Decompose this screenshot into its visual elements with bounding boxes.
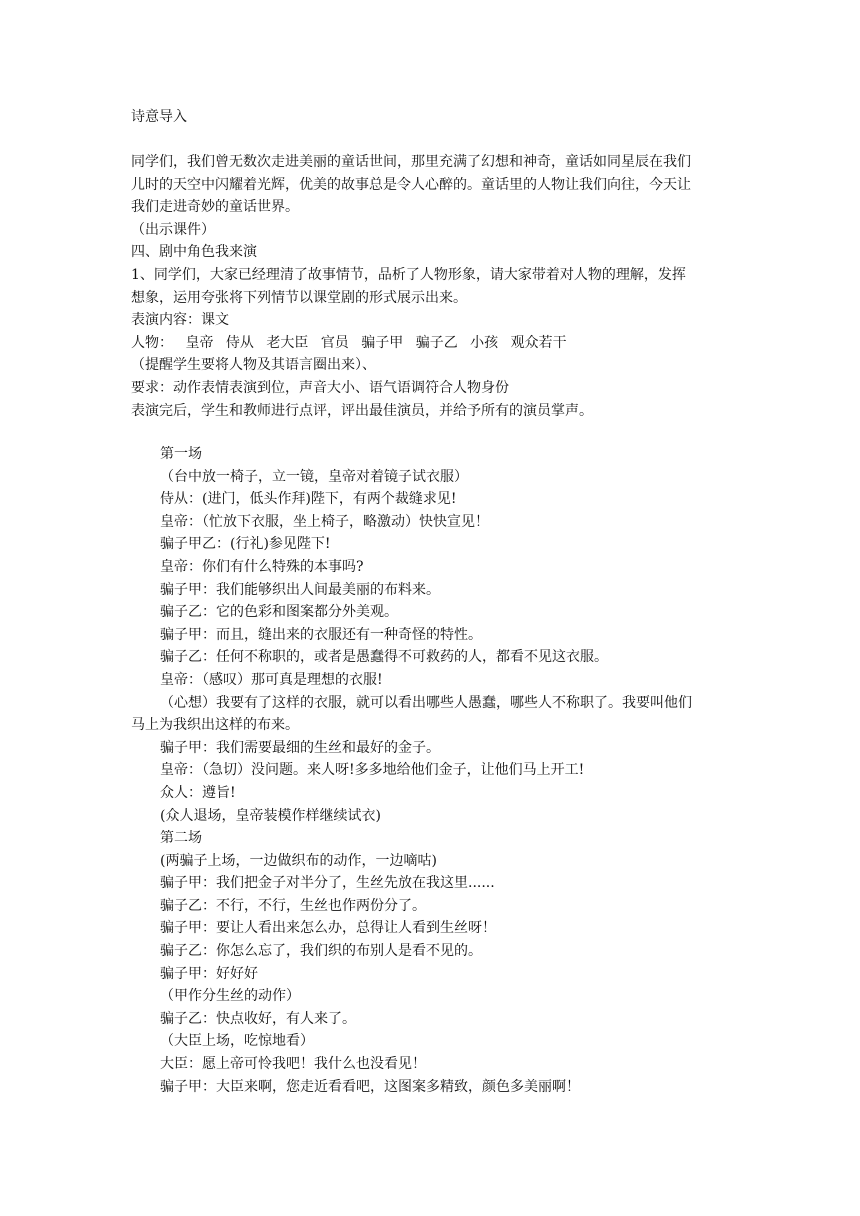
intro-line: 我们走进奇妙的童话世界。 (131, 199, 299, 216)
script-line: （心想）我要有了这样的衣服，就可以看出哪些人愚蠢，哪些人不称职了。我要叫他们 (160, 694, 692, 711)
script-line: （甲作分生丝的动作） (160, 988, 300, 1005)
section-line: 表演完后，学生和教师进行点评，评出最佳演员，并给予所有的演员掌声。 (131, 402, 593, 419)
script-line: 皇帝：（感叹）那可真是理想的衣服! (160, 671, 383, 688)
section-line: 想象，运用夸张将下列情节以课堂剧的形式展示出来。 (131, 289, 467, 306)
section-line: 1、同学们，大家已经理清了故事情节，品析了人物形象，请大家带着对人物的理解，发挥 (131, 266, 686, 283)
role-item: 老大臣 (266, 334, 309, 351)
script-line: （台中放一椅子，立一镜，皇帝对着镜子试衣服） (160, 468, 468, 485)
roles-line (131, 332, 741, 355)
script-line: 马上为我织出这样的布来。 (131, 717, 299, 734)
script-line: 第一场 (160, 446, 202, 462)
script-line: 骗子甲：我们需要最细的生丝和最好的金子。 (160, 739, 440, 756)
play-script (131, 443, 741, 1098)
section-line: （提醒学生要将人物及其语言圈出来）、 (131, 357, 376, 374)
script-line: 皇帝：（忙放下衣服，坐上椅子，略激动）快快宣见！ (160, 513, 489, 530)
role-item: 骗子乙 (415, 334, 458, 351)
intro-line: 儿时的天空中闪耀着光辉，优美的故事总是令人心醉的。童话里的人物让我们向往，今天让 (131, 176, 691, 193)
script-line: 皇帝：你们有什么特殊的本事吗? (160, 558, 364, 575)
script-line: 骗子甲：而且，缝出来的衣服还有一种奇怪的特性。 (160, 626, 482, 643)
script-line: （大臣上场，吃惊地看） (160, 1033, 314, 1050)
role-item: 骗子甲 (361, 334, 404, 351)
script-line: 皇帝：（急切）没问题。来人呀!多多地给他们金子，让他们马上开工! (160, 762, 585, 779)
role-item: 小孩 (470, 334, 499, 351)
script-line: 骗子乙：任何不称职的，或者是愚蠢得不可救药的人，都看不见这衣服。 (160, 649, 608, 666)
section-line: 表演内容：课文 (131, 312, 229, 329)
intro-paragraph (131, 151, 741, 422)
role-item: 皇帝 (185, 334, 214, 351)
script-line: 骗子甲乙：(行礼)参见陛下! (160, 536, 331, 553)
heading-poetic-intro: 诗意导入 (131, 109, 187, 125)
role-item: 官员 (320, 334, 349, 351)
script-line: 骗子甲：我们能够织出人间最美丽的布料来。 (160, 581, 440, 598)
script-line: 骗子乙：你怎么忘了，我们织的布别人是看不见的。 (160, 943, 482, 960)
script-line: 骗子乙：快点收好，有人来了。 (160, 1010, 356, 1027)
script-line: 众人：遵旨! (160, 784, 236, 801)
script-line: 骗子乙：它的色彩和图案都分外美观。 (160, 604, 398, 621)
script-line: 骗子甲：好好好 (160, 965, 258, 982)
section-line: （出示课件） (131, 221, 215, 238)
script-line: 骗子甲：我们把金子对半分了，生丝先放在我这里...... (160, 875, 495, 892)
script-line: 第二场 (160, 830, 202, 847)
section-line: 要求：动作表情表演到位，声音大小、语气语调符合人物身份 (131, 379, 509, 396)
intro-line: 同学们，我们曾无数次走进美丽的童话世间，那里充满了幻想和神奇，童话如同星辰在我们 (131, 154, 691, 170)
section-line: 四、剧中角色我来演 (131, 244, 257, 261)
role-item: 侍从 (225, 334, 254, 351)
script-line: 大臣：愿上帝可怜我吧！我什么也没看见！ (160, 1056, 426, 1073)
script-line: 侍从：(进门，低头作拜)陛下，有两个裁缝求见! (160, 491, 457, 508)
script-line: 骗子甲：要让人看出来怎么办，总得让人看到生丝呀！ (160, 920, 496, 937)
script-line: (众人退场，皇帝装模作样继续试衣) (160, 807, 381, 824)
script-line: 骗子乙：不行，不行，生丝也作两份分了。 (160, 897, 426, 914)
role-item: 观众若干 (510, 334, 567, 351)
script-line: (两骗子上场，一边做织布的动作，一边嘀咕) (160, 852, 437, 869)
roles-label: 人物： (131, 334, 173, 351)
script-line: 骗子甲：大臣来啊，您走近看看吧，这图案多精致，颜色多美丽啊！ (160, 1078, 580, 1095)
